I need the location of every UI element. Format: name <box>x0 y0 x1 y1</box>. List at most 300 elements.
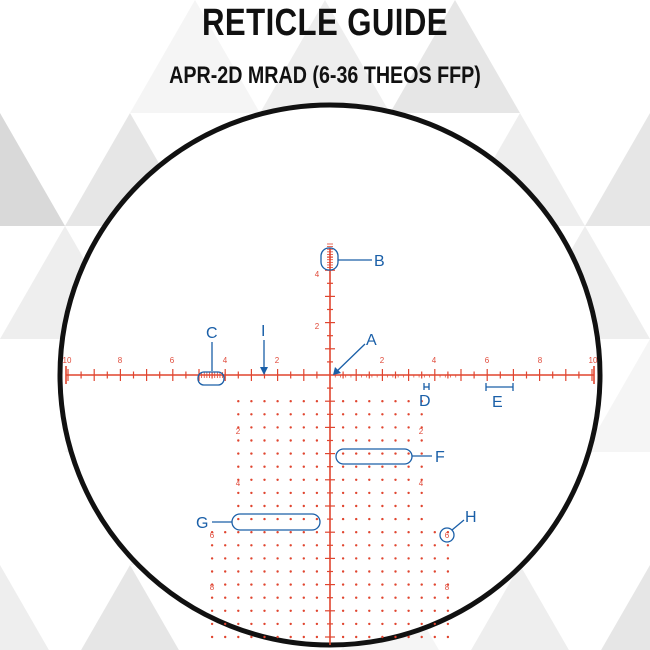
holdover-dot <box>276 531 278 533</box>
holdover-dot <box>342 636 344 638</box>
holdover-dot <box>276 544 278 546</box>
holdover-dot <box>250 583 252 585</box>
holdover-dot <box>276 597 278 599</box>
holdover-dot <box>276 570 278 572</box>
holdover-dot <box>237 636 239 638</box>
holdover-dot <box>316 531 318 533</box>
holdover-dot <box>224 583 226 585</box>
holdover-dot <box>342 479 344 481</box>
holdover-dot <box>368 597 370 599</box>
holdover-dot <box>394 570 396 572</box>
holdover-dot <box>407 531 409 533</box>
holdover-dot <box>250 531 252 533</box>
holdover-dot <box>237 623 239 625</box>
holdover-dot <box>381 492 383 494</box>
holdover-dot <box>237 518 239 520</box>
holdover-dot <box>303 570 305 572</box>
holdover-dot <box>342 413 344 415</box>
holdover-dot <box>381 610 383 612</box>
holdover-dot <box>355 400 357 402</box>
holdover-dot <box>381 544 383 546</box>
holdover-dot <box>224 544 226 546</box>
holdover-dot <box>434 570 436 572</box>
holdover-dot <box>237 439 239 441</box>
holdover-dot <box>303 636 305 638</box>
holdover-dot <box>381 518 383 520</box>
holdover-dot <box>263 531 265 533</box>
holdover-dot <box>250 466 252 468</box>
holdover-dot <box>303 518 305 520</box>
holdover-dot <box>421 636 423 638</box>
holdover-dot <box>250 610 252 612</box>
holdover-dot <box>290 413 292 415</box>
holdover-dot <box>250 557 252 559</box>
holdover-dot <box>224 557 226 559</box>
holdover-dot <box>421 518 423 520</box>
holdover-dot <box>407 583 409 585</box>
holdover-dot <box>263 439 265 441</box>
holdover-dot <box>368 466 370 468</box>
holdover-dot <box>303 413 305 415</box>
holdover-dot <box>394 544 396 546</box>
holdover-dot <box>355 505 357 507</box>
holdover-dot <box>381 623 383 625</box>
holdover-dot <box>290 544 292 546</box>
holdover-dot <box>355 518 357 520</box>
holdover-dot <box>263 413 265 415</box>
holdover-dot <box>368 439 370 441</box>
holdover-dot <box>276 452 278 454</box>
holdover-dot <box>447 544 449 546</box>
holdover-dot <box>381 505 383 507</box>
holdover-dot <box>250 452 252 454</box>
holdover-dot <box>394 557 396 559</box>
holdover-dot <box>447 570 449 572</box>
holdover-dot <box>290 505 292 507</box>
holdover-dot <box>276 636 278 638</box>
holdover-dot <box>316 583 318 585</box>
holdover-dot <box>421 570 423 572</box>
holdover-dot <box>355 452 357 454</box>
holdover-dot <box>368 544 370 546</box>
holdover-dot <box>316 544 318 546</box>
holdover-dot <box>316 610 318 612</box>
holdover-dot <box>355 531 357 533</box>
holdover-dot <box>303 505 305 507</box>
holdover-dot <box>303 439 305 441</box>
holdover-dot <box>276 557 278 559</box>
holdover-dot <box>394 623 396 625</box>
holdover-dot <box>290 623 292 625</box>
holdover-dot <box>407 452 409 454</box>
holdover-dot <box>368 518 370 520</box>
holdover-dot <box>394 479 396 481</box>
holdover-dot <box>421 439 423 441</box>
holdover-dot <box>342 583 344 585</box>
holdover-dot <box>407 413 409 415</box>
callout-b-label: B <box>374 253 385 270</box>
holdover-dot <box>290 636 292 638</box>
holdover-dot <box>263 452 265 454</box>
holdover-dot <box>368 557 370 559</box>
holdover-dot <box>342 426 344 428</box>
holdover-dot <box>394 583 396 585</box>
holdover-dot <box>368 610 370 612</box>
holdover-dot <box>316 479 318 481</box>
holdover-dot <box>276 492 278 494</box>
holdover-dot <box>381 413 383 415</box>
holdover-dot <box>394 413 396 415</box>
holdover-dot <box>237 492 239 494</box>
holdover-dot <box>342 531 344 533</box>
holdover-dot <box>303 544 305 546</box>
holdover-dot <box>381 452 383 454</box>
holdover-dot <box>394 610 396 612</box>
holdover-dot <box>355 597 357 599</box>
v-number-up-4: 4 <box>314 270 320 279</box>
holdover-dot <box>407 544 409 546</box>
holdover-dot <box>421 531 423 533</box>
h-number-left-2: 2 <box>274 356 280 365</box>
holdover-dot <box>250 479 252 481</box>
holdover-dot <box>368 505 370 507</box>
holdover-dot <box>434 597 436 599</box>
holdover-dot <box>211 570 213 572</box>
holdover-dot <box>250 426 252 428</box>
holdover-dot <box>447 557 449 559</box>
holdover-dot <box>263 610 265 612</box>
holdover-dot <box>355 439 357 441</box>
holdover-dot <box>237 413 239 415</box>
holdover-dot <box>316 570 318 572</box>
holdover-dot <box>447 623 449 625</box>
holdover-dot <box>303 400 305 402</box>
holdover-dot <box>224 531 226 533</box>
holdover-dot <box>407 492 409 494</box>
holdover-dot <box>394 505 396 507</box>
holdover-dot <box>394 452 396 454</box>
holdover-dot <box>303 623 305 625</box>
holdover-dot <box>250 400 252 402</box>
h-number-left-10: 10 <box>62 356 72 365</box>
holdover-dot <box>421 610 423 612</box>
holdover-dot <box>342 518 344 520</box>
holdover-dot <box>263 623 265 625</box>
tree-number-right-4: 4 <box>418 479 424 488</box>
holdover-dot <box>421 544 423 546</box>
holdover-dot <box>316 413 318 415</box>
holdover-dot <box>290 570 292 572</box>
holdover-dot <box>290 439 292 441</box>
holdover-dot <box>263 466 265 468</box>
holdover-dot <box>276 466 278 468</box>
holdover-dot <box>394 426 396 428</box>
holdover-dot <box>303 466 305 468</box>
page-title: RETICLE GUIDE <box>202 2 448 44</box>
holdover-dot <box>250 636 252 638</box>
holdover-dot <box>316 557 318 559</box>
holdover-dot <box>250 492 252 494</box>
holdover-dot <box>342 570 344 572</box>
holdover-dot <box>237 583 239 585</box>
holdover-dot <box>237 597 239 599</box>
holdover-dot <box>407 610 409 612</box>
holdover-dot <box>211 636 213 638</box>
callout-d-label: D <box>419 393 431 410</box>
callout-f-label: F <box>435 449 445 466</box>
holdover-dot <box>342 505 344 507</box>
holdover-dot <box>368 492 370 494</box>
holdover-dot <box>250 505 252 507</box>
h-number-right-8: 8 <box>537 356 543 365</box>
tree-number-right-8: 8 <box>444 583 450 592</box>
holdover-dot <box>276 439 278 441</box>
holdover-dot <box>355 413 357 415</box>
holdover-dot <box>381 479 383 481</box>
holdover-dot <box>303 583 305 585</box>
holdover-dot <box>381 426 383 428</box>
holdover-dot <box>381 636 383 638</box>
holdover-dot <box>224 570 226 572</box>
holdover-dot <box>355 479 357 481</box>
holdover-dot <box>290 452 292 454</box>
holdover-dot <box>368 400 370 402</box>
holdover-dot <box>250 439 252 441</box>
holdover-dot <box>394 518 396 520</box>
holdover-dot <box>342 610 344 612</box>
holdover-dot <box>237 610 239 612</box>
holdover-dot <box>434 583 436 585</box>
holdover-dot <box>237 400 239 402</box>
holdover-dot <box>237 544 239 546</box>
holdover-dot <box>303 610 305 612</box>
holdover-dot <box>407 623 409 625</box>
holdover-dot <box>290 466 292 468</box>
holdover-dot <box>447 597 449 599</box>
holdover-dot <box>355 466 357 468</box>
holdover-dot <box>316 492 318 494</box>
holdover-dot <box>368 479 370 481</box>
holdover-dot <box>290 531 292 533</box>
holdover-dot <box>276 426 278 428</box>
holdover-dot <box>290 400 292 402</box>
holdover-dot <box>224 597 226 599</box>
holdover-dot <box>290 557 292 559</box>
holdover-dot <box>355 544 357 546</box>
holdover-dot <box>407 570 409 572</box>
holdover-dot <box>211 623 213 625</box>
holdover-dot <box>355 583 357 585</box>
holdover-dot <box>276 583 278 585</box>
holdover-dot <box>263 597 265 599</box>
holdover-dot <box>263 557 265 559</box>
holdover-dot <box>250 570 252 572</box>
holdover-dot <box>434 636 436 638</box>
holdover-dot <box>263 426 265 428</box>
holdover-dot <box>368 452 370 454</box>
callout-i-label: I <box>261 323 266 340</box>
holdover-dot <box>276 610 278 612</box>
holdover-dot <box>381 597 383 599</box>
holdover-dot <box>407 557 409 559</box>
holdover-dot <box>290 583 292 585</box>
holdover-dot <box>316 426 318 428</box>
holdover-dot <box>263 505 265 507</box>
holdover-dot <box>237 505 239 507</box>
holdover-dot <box>421 623 423 625</box>
holdover-dot <box>276 479 278 481</box>
holdover-dot <box>381 570 383 572</box>
holdover-dot <box>407 400 409 402</box>
holdover-dot <box>211 544 213 546</box>
tree-number-left-8: 8 <box>209 583 215 592</box>
h-number-right-10: 10 <box>588 356 598 365</box>
holdover-dot <box>211 597 213 599</box>
holdover-dot <box>237 452 239 454</box>
holdover-dot <box>342 492 344 494</box>
tree-number-left-4: 4 <box>235 479 241 488</box>
holdover-dot <box>303 479 305 481</box>
h-number-left-8: 8 <box>117 356 123 365</box>
holdover-dot <box>342 623 344 625</box>
holdover-dot <box>434 610 436 612</box>
holdover-dot <box>263 492 265 494</box>
holdover-dot <box>303 557 305 559</box>
holdover-dot <box>421 413 423 415</box>
v-number-up-2: 2 <box>314 322 320 331</box>
holdover-dot <box>381 466 383 468</box>
holdover-dot <box>407 505 409 507</box>
holdover-dot <box>263 400 265 402</box>
holdover-dot <box>303 531 305 533</box>
holdover-dot <box>316 439 318 441</box>
holdover-dot <box>355 636 357 638</box>
holdover-dot <box>368 426 370 428</box>
holdover-dot <box>342 544 344 546</box>
holdover-dot <box>211 610 213 612</box>
holdover-dot <box>355 570 357 572</box>
holdover-dot <box>316 400 318 402</box>
tree-number-left-2: 2 <box>235 427 241 436</box>
holdover-dot <box>224 623 226 625</box>
holdover-dot <box>342 452 344 454</box>
h-number-right-4: 4 <box>431 356 437 365</box>
holdover-dot <box>381 531 383 533</box>
holdover-dot <box>368 636 370 638</box>
holdover-dot <box>368 570 370 572</box>
holdover-dot <box>421 583 423 585</box>
holdover-dot <box>394 466 396 468</box>
holdover-dot <box>342 400 344 402</box>
holdover-dot <box>263 544 265 546</box>
holdover-dot <box>303 492 305 494</box>
holdover-dot <box>434 544 436 546</box>
holdover-dot <box>381 400 383 402</box>
holdover-dot <box>316 518 318 520</box>
holdover-dot <box>263 479 265 481</box>
holdover-dot <box>421 597 423 599</box>
holdover-dot <box>381 439 383 441</box>
holdover-dot <box>263 583 265 585</box>
holdover-dot <box>250 518 252 520</box>
holdover-dot <box>355 557 357 559</box>
holdover-dot <box>355 492 357 494</box>
callout-g-label: G <box>196 515 209 532</box>
holdover-dot <box>250 544 252 546</box>
holdover-dot <box>407 636 409 638</box>
holdover-dot <box>394 531 396 533</box>
holdover-dot <box>368 413 370 415</box>
holdover-dot <box>407 426 409 428</box>
holdover-dot <box>290 426 292 428</box>
tree-number-right-2: 2 <box>418 427 424 436</box>
holdover-dot <box>434 623 436 625</box>
holdover-dot <box>316 466 318 468</box>
holdover-dot <box>290 518 292 520</box>
holdover-dot <box>211 557 213 559</box>
holdover-dot <box>316 505 318 507</box>
holdover-dot <box>342 557 344 559</box>
holdover-dot <box>407 439 409 441</box>
h-number-left-6: 6 <box>169 356 175 365</box>
holdover-dot <box>407 466 409 468</box>
holdover-dot <box>394 439 396 441</box>
holdover-dot <box>276 518 278 520</box>
holdover-dot <box>394 636 396 638</box>
tree-number-left-6: 6 <box>209 531 215 540</box>
callout-e-label: E <box>492 394 503 411</box>
holdover-dot <box>290 610 292 612</box>
holdover-dot <box>368 583 370 585</box>
holdover-dot <box>276 505 278 507</box>
holdover-dot <box>263 570 265 572</box>
h-number-right-2: 2 <box>379 356 385 365</box>
holdover-dot <box>263 636 265 638</box>
page-subtitle: APR-2D MRAD (6-36 THEOS FFP) <box>169 62 481 89</box>
callout-c-label: C <box>206 325 218 342</box>
holdover-dot <box>276 400 278 402</box>
h-number-right-6: 6 <box>484 356 490 365</box>
holdover-dot <box>237 557 239 559</box>
h-number-left-4: 4 <box>222 356 228 365</box>
holdover-dot <box>290 492 292 494</box>
holdover-dot <box>355 426 357 428</box>
holdover-dot <box>407 479 409 481</box>
holdover-dot <box>342 466 344 468</box>
holdover-dot <box>290 597 292 599</box>
holdover-dot <box>355 623 357 625</box>
holdover-dot <box>434 557 436 559</box>
holdover-dot <box>421 466 423 468</box>
callout-h-label: H <box>465 509 477 526</box>
holdover-dot <box>407 597 409 599</box>
holdover-dot <box>276 623 278 625</box>
holdover-dot <box>355 610 357 612</box>
holdover-dot <box>342 597 344 599</box>
holdover-dot <box>394 400 396 402</box>
holdover-dot <box>421 492 423 494</box>
holdover-dot <box>407 518 409 520</box>
callout-a-label: A <box>366 332 377 349</box>
holdover-dot <box>224 636 226 638</box>
holdover-dot <box>368 531 370 533</box>
holdover-dot <box>381 583 383 585</box>
holdover-dot <box>316 597 318 599</box>
holdover-dot <box>342 439 344 441</box>
holdover-dot <box>316 623 318 625</box>
holdover-dot <box>447 610 449 612</box>
holdover-dot <box>421 452 423 454</box>
